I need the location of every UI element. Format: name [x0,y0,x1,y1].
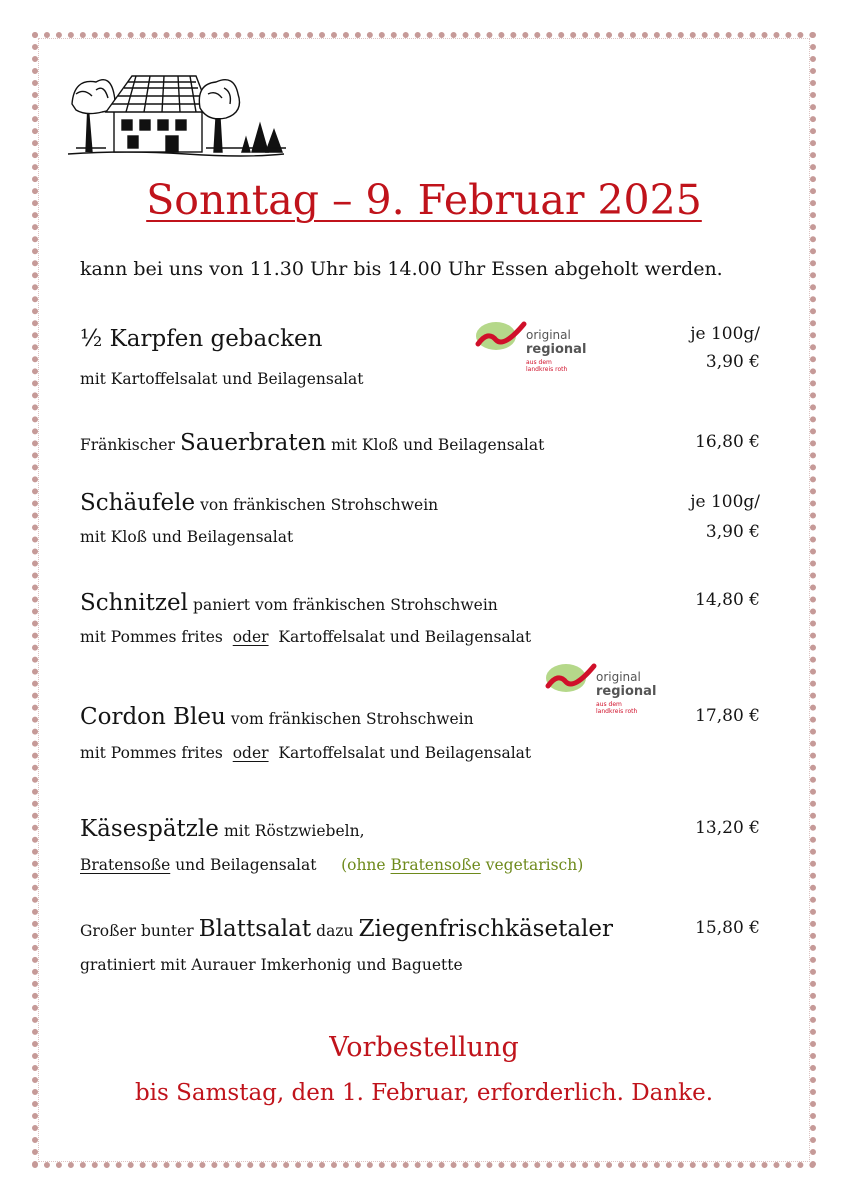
item-schaeufele-name: Schäufele [80,490,196,516]
original-regional-logo-icon [474,320,528,360]
item-cordon-bleu-line [80,704,474,730]
item-sauerbraten-line [80,430,544,456]
item-cordon-bleu-name: Cordon Bleu [80,704,226,730]
item-kaesespaetzle-topping: mit Röstzwiebeln, [223,822,365,840]
item-schnitzel-style: paniert [193,596,250,614]
logo-text-original: original [526,328,571,342]
item-schaeufele-line [80,490,438,516]
item-karpfen-desc: mit Kartoffelsalat und Beilagensalat [80,370,364,388]
logo-text-landkreis: landkreis roth [596,708,638,715]
item-schaeufele-price-unit: je 100g/ [690,492,760,512]
item-blattsalat-desc: gratiniert mit Aurauer Imkerhonig und Baguette [80,956,463,974]
house-illustration [66,64,286,160]
logo-text-regional: regional [596,684,657,699]
item-sauerbraten-prefix: Fränkischer [80,436,175,454]
item-schaeufele-price: 3,90 € [705,522,760,542]
original-regional-logo [474,320,674,384]
item-kaesespaetzle-desc: Bratensoße und Beilagensalat (ohne Bratensoße vegetarisch) [80,856,584,874]
item-kaesespaetzle-name: Käsespätzle [80,816,219,842]
item-blattsalat-price: 15,80 € [695,918,760,938]
item-cordon-bleu-origin: vom fränkischen Strohschwein [230,710,474,728]
item-schnitzel-price: 14,80 € [695,590,760,610]
item-schaeufele-origin: von fränkischen Strohschwein [200,496,439,514]
item-karpfen-name: ½ Karpfen gebacken [80,326,323,352]
item-sauerbraten-desc: mit Kloß und Beilagensalat [331,436,545,454]
logo-text-aus-dem: aus dem [526,359,552,366]
item-karpfen-price-unit: je 100g/ [690,324,760,344]
page-title: Sonntag – 9. Februar 2025 [146,176,702,224]
item-kaesespaetzle-price: 13,20 € [695,818,760,838]
item-schnitzel-name: Schnitzel [80,590,188,616]
item-ziegenkaese-name: Ziegenfrischkäsetaler [358,916,614,942]
logo-text-regional: regional [526,342,587,357]
item-blattsalat-line: Großer bunter Blattsalat dazu Ziegenfrischkäsetaler [80,916,614,942]
original-regional-logo-icon [544,662,598,702]
logo-text-original: original [596,670,641,684]
preorder-heading: Vorbestellung [329,1032,519,1063]
item-cordon-bleu-desc: mit Pommes frites oder Kartoffelsalat und Beilagensalat [80,744,532,762]
item-schnitzel-origin: vom fränkischen Strohschwein [255,596,498,614]
item-schnitzel-desc: mit Pommes frites oder Kartoffelsalat und Beilagensalat [80,628,532,646]
item-schnitzel-line [80,590,498,616]
item-cordon-bleu-price: 17,80 € [695,706,760,726]
vegetarian-note: (ohne Bratensoße vegetarisch) [341,856,584,874]
pickup-info: kann bei uns von 11.30 Uhr bis 14.00 Uhr Essen abgeholt werden. [80,258,723,280]
or-underlined: oder [232,628,269,646]
or-underlined: oder [232,744,269,762]
item-sauerbraten-price: 16,80 € [695,432,760,452]
item-kaesespaetzle-line [80,816,365,842]
item-karpfen-price: 3,90 € [705,352,760,372]
item-blattsalat-name: Blattsalat [198,916,312,942]
item-sauerbraten-name: Sauerbraten [180,430,327,456]
logo-text-landkreis: landkreis roth [526,366,568,373]
logo-text-aus-dem: aus dem [596,701,622,708]
item-schaeufele-desc: mit Kloß und Beilagensalat [80,528,294,546]
preorder-deadline: bis Samstag, den 1. Februar, erforderlich. Danke. [134,1080,714,1106]
